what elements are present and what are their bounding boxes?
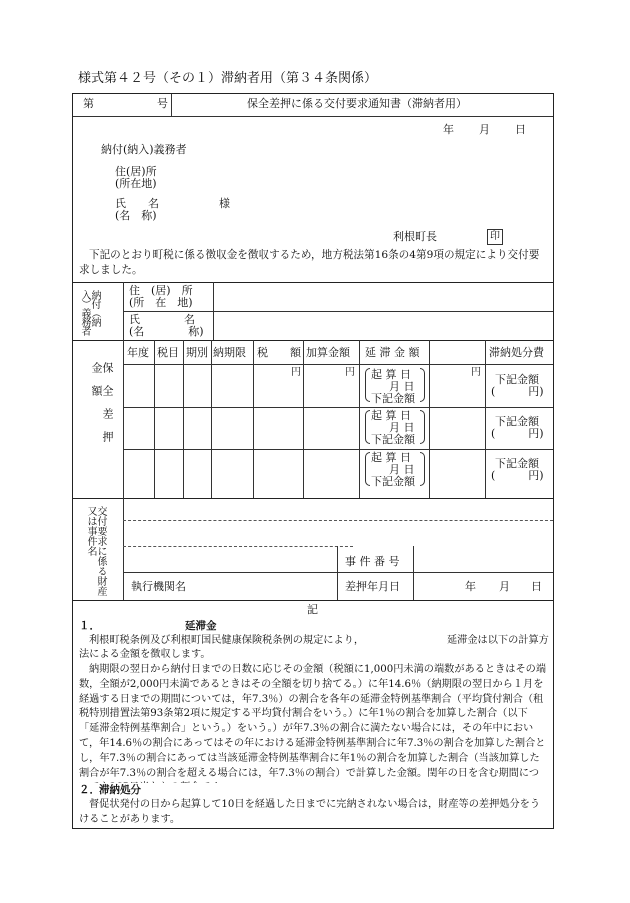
- row2-tsuki: 月 日: [389, 421, 415, 434]
- row3-kisan: 起 算 日: [371, 451, 411, 464]
- s1-line1-right: 延滞金は以下の計算方: [447, 635, 549, 646]
- seizure-nen: 年: [465, 580, 476, 593]
- obligor-name-label: 氏 名: [129, 313, 195, 326]
- obligor-label: 納付(納入)義務者: [101, 143, 187, 156]
- s1-line1: 利根町税条例及び利根町国民健康保険税条例の規定により，: [89, 635, 365, 646]
- obligor-name-sub: (名 称): [129, 325, 204, 338]
- row1-kisan: 起 算 日: [371, 368, 411, 381]
- row2-kaki: 下記金額: [371, 433, 415, 446]
- address-label: 住(居)所: [115, 165, 157, 178]
- row2-paren: ( 円): [491, 427, 544, 440]
- row3-proc: 下記金額: [495, 457, 539, 470]
- yen-zeigaku: 円: [291, 367, 301, 378]
- row1-tsuki: 月 日: [389, 380, 415, 393]
- col-entai: 延 滞 金 額: [365, 346, 420, 359]
- col-zeigaku: 税 額: [257, 346, 301, 359]
- row1-proc: 下記金額: [495, 373, 539, 386]
- number-label-dai: 第: [83, 97, 94, 110]
- s1-line2: 法による金額を徴収します。: [79, 649, 211, 660]
- seizure-date-label: 差押年月日: [345, 580, 400, 593]
- form-title: 保全差押に係る交付要求通知書（滞納者用）: [247, 97, 467, 110]
- row1-kaki: 下記金額: [371, 392, 415, 405]
- s1-title: 延滞金: [185, 620, 217, 632]
- row1-paren: ( 円): [491, 385, 544, 398]
- row3-kaki: 下記金額: [371, 475, 415, 488]
- col-nokigen: 納期限: [213, 346, 246, 359]
- intro-text: 下記のとおり町税に係る徴収金を徴収するため，地方税法第16条の4第9項の規定により交付要求しました。: [79, 249, 540, 276]
- s1-body: 納期限の翌日から納付日までの日数に応じその金額（税額に1,000円未満の端数があるときはその端数，全額が2,000円未満であるときはその全額を切り捨てる。）に年14.6％（納期限の翌日から１月を経過する日までの期間については，年7.3％）の割合を各年の延滞金特例基準割合（平均貸付割合（租税特別措置法第93条第2項に規定する平均貸付割合をいう。）に年1％の割合を加算した割合（以下「延滞金特例基準割合」という。）をいう。）が年7.3％の割合に満たない場合には，その年中において，年14.6％の割合にあってはその年における延滞金特例基準割合に年7.3％の割合を加算した割合とし，年7.3％の割合にあっては当該延滞金特例基準割合に年1％の割合を加算した割合（当該加算した割合が年7.3％の割合を超える場合には，年7.3％の割合）で計算した金額。閏年の日を含む期間につ: [79, 664, 547, 779]
- col-nendo: 年度: [127, 346, 149, 359]
- obligor-address-sub: (所 在 地): [129, 296, 193, 309]
- address-sub: (所在地): [115, 177, 157, 190]
- seizure-tsuki: 月: [499, 580, 510, 593]
- seizure-hi: 日: [531, 580, 542, 593]
- sama-label: 様: [219, 197, 230, 210]
- row3-tsuki: 月 日: [389, 463, 415, 476]
- s2-num: ２．: [79, 784, 100, 796]
- notice-form: [72, 93, 554, 829]
- s2-body: 督促状発付の日から起算して10日を経過した日までに完納されない場合は，財産等の差押処分をうけることがあります。: [79, 799, 541, 825]
- row3-paren: ( 円): [491, 469, 544, 482]
- row2-proc: 下記金額: [495, 415, 539, 428]
- notes-ki: 記: [307, 603, 318, 616]
- date-tsuki: 月: [479, 123, 490, 136]
- col-kibetsu: 期別: [186, 346, 208, 359]
- case-number-label: 事 件 番 号: [345, 555, 400, 568]
- yen-kasan: 円: [345, 367, 355, 378]
- obligor-address-label: 住 (居) 所: [129, 284, 193, 297]
- col-zeimoku: 税目: [157, 346, 179, 359]
- s2-title: 滞納処分: [99, 784, 141, 796]
- form-caption: 様式第４２号（その１）滞納者用（第３４条関係）: [78, 71, 378, 86]
- number-label-go: 号: [157, 97, 168, 110]
- agency-label: 執行機関名: [131, 580, 186, 593]
- amount-side-label: 保全差押金額: [90, 362, 114, 454]
- s1-num: １．: [79, 620, 100, 632]
- name-label: 氏 名: [115, 197, 159, 210]
- issuer-title: 利根町長: [393, 230, 437, 243]
- date-nen: 年: [443, 123, 454, 136]
- yen-blank: 円: [471, 367, 481, 378]
- property-side-label: 交付要求に係る財産又は事件名: [85, 506, 106, 596]
- row2-kisan: 起 算 日: [371, 409, 411, 422]
- date-hi: 日: [515, 123, 526, 136]
- col-kasan: 加算金額: [306, 346, 350, 359]
- col-shobunhi: 滞納処分費: [489, 346, 544, 359]
- obligor-side-label: 納付（納入）義務者: [79, 290, 100, 335]
- name-sub: (名 称): [115, 209, 157, 222]
- seal-mark: 印: [487, 229, 503, 245]
